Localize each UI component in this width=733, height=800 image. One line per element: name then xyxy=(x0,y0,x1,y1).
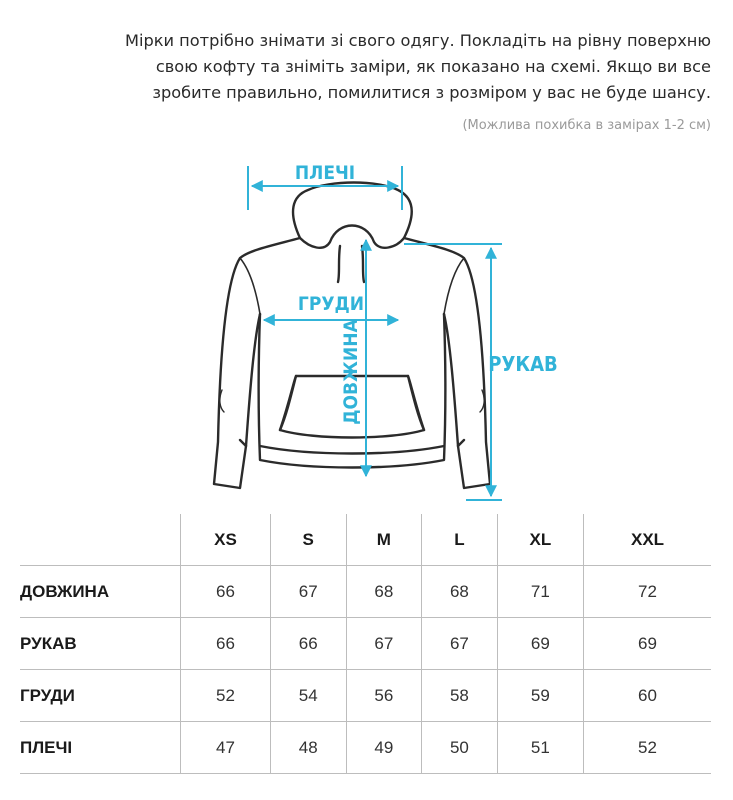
table-cell: 59 xyxy=(497,670,583,722)
table-cell: 68 xyxy=(422,566,498,618)
table-cell: 52 xyxy=(584,722,711,774)
instructions xyxy=(51,28,711,106)
instruction-line-3: зробите правильно, помилитися з розміром у вас не буде шансу. xyxy=(152,83,711,102)
size-header-row xyxy=(20,514,711,566)
table-cell: 48 xyxy=(270,722,346,774)
table-cell: 60 xyxy=(584,670,711,722)
table-cell: 50 xyxy=(422,722,498,774)
table-cell: 71 xyxy=(497,566,583,618)
table-row-length xyxy=(20,566,711,618)
table-row-chest xyxy=(20,670,711,722)
table-cell: 69 xyxy=(584,618,711,670)
measurement-tolerance-note: (Можлива похибка в замірах 1-2 см) xyxy=(462,118,711,133)
table-cell: 58 xyxy=(422,670,498,722)
sleeve-label: РУКАВ xyxy=(488,352,558,376)
shoulders-label: ПЛЕЧІ xyxy=(294,162,356,184)
length-label: ДОВЖИНА xyxy=(340,319,362,425)
table-cell: 67 xyxy=(346,618,422,670)
size-header-xxl: XXL xyxy=(584,514,711,566)
size-header-s: S xyxy=(270,514,346,566)
table-cell: 68 xyxy=(346,566,422,618)
instruction-line-1: Мірки потрібно знімати зі свого одягу. Покладіть на рівну поверхню xyxy=(124,31,711,50)
table-row-shoulders xyxy=(20,722,711,774)
size-header-m: M xyxy=(346,514,422,566)
hoodie-measurement-diagram xyxy=(190,150,558,510)
table-cell: 54 xyxy=(270,670,346,722)
table-cell: 47 xyxy=(181,722,271,774)
size-header-xl: XL xyxy=(497,514,583,566)
table-cell: 49 xyxy=(346,722,422,774)
size-header-xs: XS xyxy=(181,514,271,566)
table-cell: 67 xyxy=(270,566,346,618)
row-label: ПЛЕЧІ xyxy=(20,722,181,774)
row-label: РУКАВ xyxy=(20,618,181,670)
instruction-line-2: свою кофту та зніміть заміри, як показано на схемі. Якщо ви все xyxy=(155,57,711,76)
table-cell: 66 xyxy=(181,618,271,670)
size-chart-table xyxy=(20,514,711,774)
table-row-sleeve xyxy=(20,618,711,670)
table-cell: 56 xyxy=(346,670,422,722)
row-label: ДОВЖИНА xyxy=(20,566,181,618)
size-header-corner xyxy=(20,514,181,566)
table-cell: 52 xyxy=(181,670,271,722)
table-cell: 72 xyxy=(584,566,711,618)
chest-label: ГРУДИ xyxy=(297,293,365,315)
table-cell: 69 xyxy=(497,618,583,670)
table-cell: 51 xyxy=(497,722,583,774)
table-cell: 67 xyxy=(422,618,498,670)
row-label: ГРУДИ xyxy=(20,670,181,722)
size-header-l: L xyxy=(422,514,498,566)
table-cell: 66 xyxy=(270,618,346,670)
table-cell: 66 xyxy=(181,566,271,618)
